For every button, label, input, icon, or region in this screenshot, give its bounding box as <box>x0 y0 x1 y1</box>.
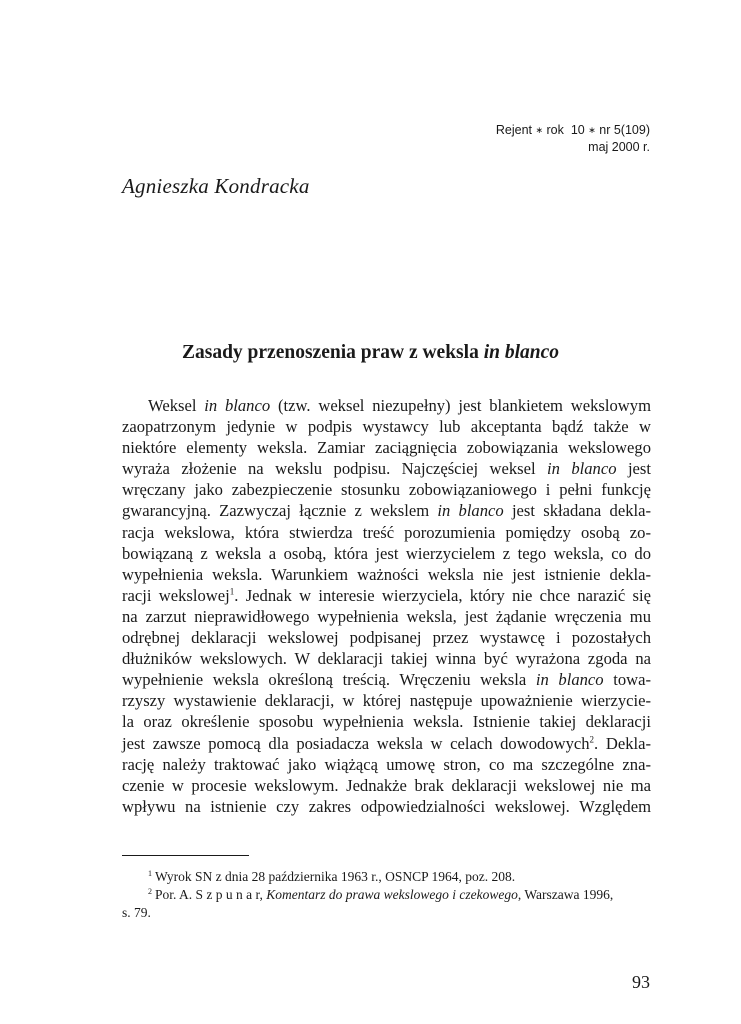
body-line <box>122 754 651 775</box>
body-line <box>122 733 651 754</box>
article-title <box>0 342 741 364</box>
body-line <box>122 416 651 437</box>
italic-term: in blanco <box>547 459 617 479</box>
year-label: rok <box>546 123 564 137</box>
text-run: Por. A. S z p u n a r, <box>155 887 267 902</box>
text-run: gwarancyjną. Zazwyczaj łącznie z wekslem <box>122 501 438 521</box>
text-run: Wyrok SN z dnia 28 października 1963 r., OSNCP 1964, poz. 208. <box>155 869 516 884</box>
body-line <box>122 669 651 690</box>
text-run: . Dekla- <box>594 733 651 753</box>
text-run: jest <box>616 459 651 479</box>
text-run: na zarzut nieprawidłowego wypełnienia weksla, jest żądanie wręczenia mu <box>122 606 651 626</box>
text-run: , Warszawa 1996, <box>517 887 614 902</box>
text-run: rzyszy wystawienie deklaracji, w której następuje upoważnienie wierzycie- <box>122 691 651 711</box>
footnote-line <box>122 868 651 886</box>
text-run: wypełnienia weksla. Warunkiem ważności weksla nie jest istnienie dekla- <box>122 564 651 584</box>
text-run: wyraża złożenie na wekslu podpisu. Najczęściej weksel <box>122 459 548 479</box>
text-run: jest składana dekla- <box>503 501 651 521</box>
body-line <box>122 395 651 416</box>
body-line <box>122 543 651 564</box>
text-run: odrębnej deklaracji wekslowej podpisanej przez wystawcę i pozostałych <box>122 628 651 648</box>
page-number: 93 <box>632 972 650 992</box>
title-italic: in blanco <box>483 342 560 363</box>
footnotes <box>122 868 651 922</box>
text-run: czenie w procesie wekslowym. Jednakże brak deklaracji wekslowej nie ma <box>122 775 651 795</box>
body-line <box>122 437 651 458</box>
text-run: towa- <box>603 670 651 690</box>
text-run: rację należy traktować jako wiążącą umowę stron, co ma szczególne zna- <box>122 754 651 774</box>
journal-name: Rejent <box>495 123 532 137</box>
italic-term: in blanco <box>437 501 504 521</box>
footnote-item <box>122 886 651 922</box>
footnote-reference: 2 <box>589 733 595 744</box>
body-line <box>122 522 651 543</box>
title-main: Zasady przenoszenia praw z weksla <box>181 342 484 363</box>
separator-star: ∗ <box>535 125 544 135</box>
text-run: zaopatrzonym jedynie w podpis wystawcy lub akceptanta bądź także w <box>122 417 651 437</box>
footnote-item <box>122 868 651 886</box>
footnote-reference: 1 <box>229 586 235 597</box>
body-line <box>122 564 651 585</box>
text-run: wypełnienie weksla określoną treścią. Wręczeniu weksla <box>122 670 536 690</box>
issue-date: maj 2000 r. <box>588 140 650 154</box>
italic-term: in blanco <box>535 670 604 690</box>
year-number: 10 <box>570 123 585 137</box>
body-line <box>122 606 651 627</box>
issue-label: nr 5(109) <box>599 123 650 137</box>
text-run: jest zawsze pomocą dla posiadacza weksla w celach dowodowych <box>122 733 590 753</box>
footnote-separator <box>122 855 249 856</box>
text-run: racji wekslowej <box>122 585 230 605</box>
author-name: Agnieszka Kondracka <box>122 174 310 198</box>
running-header <box>496 122 650 156</box>
footnote-line <box>122 904 651 922</box>
footnote-number: 2 <box>148 886 152 896</box>
footnote-line <box>122 886 651 904</box>
body-line <box>122 627 651 648</box>
article-body <box>122 395 651 817</box>
footnote-number: 1 <box>148 868 152 878</box>
text-run: niektóre elementy weksla. Zamiar zaciągnięcia zobowiązania wekslowego <box>122 438 651 458</box>
text-run: racja wekslowa, która stwierdza treść porozumienia pomiędzy osobą zo- <box>122 522 651 542</box>
body-line <box>122 585 651 606</box>
body-line <box>122 458 651 479</box>
journal-line <box>496 122 650 139</box>
separator-star: ∗ <box>588 125 596 135</box>
text-run: la oraz określenie sposobu wypełnienia weksla. Istnienie takiej deklaracji <box>122 712 651 732</box>
body-line <box>122 796 651 817</box>
body-line <box>122 479 651 500</box>
body-line <box>122 648 651 669</box>
italic-term: in blanco <box>204 396 271 415</box>
body-line <box>122 711 651 732</box>
text-run: wpływu na istnienie czy zakres odpowiedzialności wekslowej. Względem <box>122 796 651 816</box>
text-run: dłużników wekslowych. W deklaracji takiej winna być wyrażona zgoda na <box>122 649 651 669</box>
text-run: . Jednak w interesie wierzyciela, który nie chce narazić się <box>234 585 651 605</box>
text-run: (tzw. weksel niezupełny) jest blankietem wekslowym <box>270 396 651 415</box>
body-line <box>122 775 651 796</box>
body-line <box>122 500 651 521</box>
text-run: Weksel <box>148 396 205 415</box>
body-line <box>122 690 651 711</box>
text-run: wręczany jako zabezpieczenie stosunku zobowiązaniowego i pełni funkcję <box>122 480 651 500</box>
text-run: bowiązaną z weksla a osobą, która jest wierzycielem z tego weksla, co do <box>122 543 651 563</box>
italic-term: Komentarz do prawa wekslowego i czekowego <box>266 887 518 902</box>
text-run: s. 79. <box>122 905 151 920</box>
